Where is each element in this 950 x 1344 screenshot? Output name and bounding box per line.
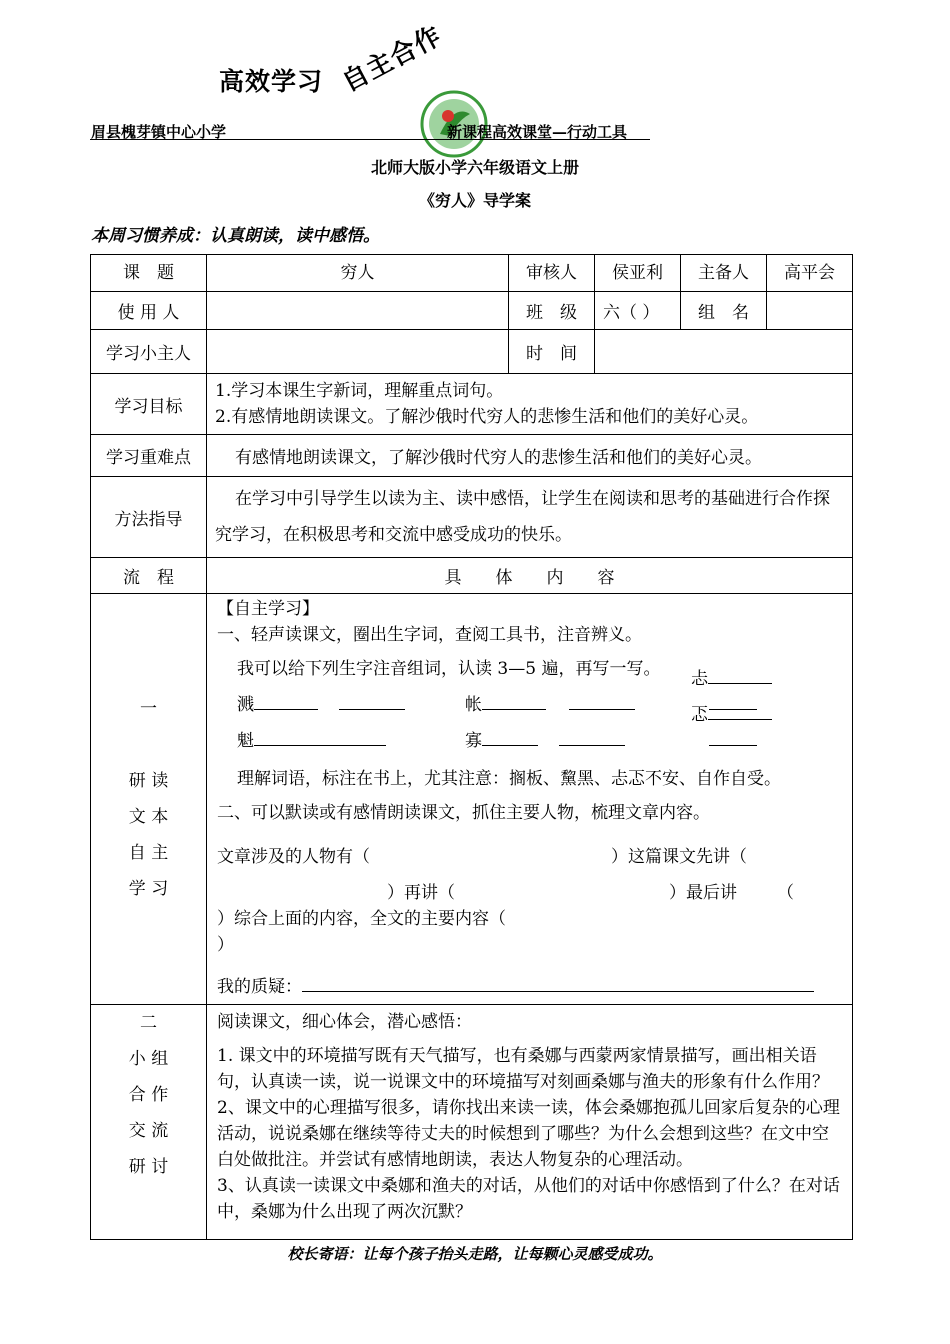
goal-item: 2.有感情地朗读课文。了解沙俄时代穷人的悲惨生活和他们的美好心灵。 (215, 407, 759, 427)
section2-label (91, 1005, 207, 1240)
section2-q3: 3、认真读一读课文中桑娜和渔夫的对话，从他们的对话中你感悟到了什么？在对话中，桑娜为什么出现了两次沉默？ (217, 1176, 840, 1222)
section1-q2: 二、可以默读或有感情朗读课文，抓住主要人物，梳理文章内容。 (217, 803, 710, 823)
goals-content (207, 374, 853, 435)
char-item: 忐 (690, 669, 708, 689)
pinyin-blank[interactable] (708, 705, 772, 720)
method-label: 方法指导 (91, 477, 207, 558)
section1-label (91, 594, 207, 1005)
section2-num: 二 (140, 1013, 157, 1033)
section1-content (207, 594, 853, 1005)
focus-label: 学习重难点 (91, 435, 207, 477)
topic-label: 课 题 (91, 255, 207, 292)
last-label: ）最后讲 (669, 883, 737, 903)
char-item: 帐 (464, 695, 482, 715)
header-tool: 新课程高效课堂—行动工具 (447, 123, 628, 141)
characters-label: 文章涉及的人物有（ (217, 847, 370, 867)
leader-value[interactable] (207, 330, 509, 374)
paren-open: （ (777, 883, 794, 903)
char-item: 魁 (237, 731, 254, 751)
doubt-line (217, 974, 842, 1000)
char-item: 忑 (690, 705, 708, 725)
pinyin-blank[interactable] (708, 669, 772, 684)
section2-label-line: 小 组 (128, 1049, 169, 1069)
sequence-line (217, 880, 842, 906)
method-text: 在学习中引导学生以读为主、读中感悟，让学生在阅读和思考的基础进行合作探究学习，在积极思考和交流中感受成功的快乐。 (207, 477, 853, 558)
char-item: 寡 (464, 731, 482, 751)
goals-label: 学习目标 (91, 374, 207, 435)
section1-label-line: 学 习 (128, 879, 169, 899)
pinyin-blank[interactable] (482, 695, 546, 710)
school-name: 眉县槐芽镇中心小学 (91, 123, 227, 141)
pinyin-blank[interactable] (254, 731, 386, 746)
focus-text: 有感情地朗读课文，了解沙俄时代穷人的悲惨生活和他们的美好心灵。 (207, 435, 853, 477)
section2-content (207, 1005, 853, 1240)
section1-label-line: 文 本 (128, 807, 169, 827)
section2-label-line: 研 讨 (128, 1157, 169, 1177)
doubt-label: 我的质疑： (217, 977, 302, 997)
goal-item: 1.学习本课生字新词，理解重点词句。 (215, 381, 504, 401)
reviewer-label: 审核人 (509, 255, 595, 292)
topic-value: 穷人 (207, 255, 509, 292)
section1-tag: 【自主学习】 (217, 599, 319, 619)
class-label: 班 级 (509, 292, 595, 330)
then-label: ）再讲（ (387, 883, 455, 903)
principal-message: 校长寄语：让每个孩子抬头走路，让每颗心灵感受成功。 (287, 1245, 663, 1263)
lesson-plan-table (90, 254, 853, 1240)
author-value: 高平会 (767, 255, 853, 292)
section1-q1: 一、轻声读课文，圈出生字词，查阅工具书，注音辨义。 (217, 625, 642, 645)
section1-label-line: 自 主 (128, 843, 169, 863)
time-value[interactable] (595, 330, 853, 374)
class-value[interactable]: 六（ ） (595, 292, 681, 330)
section1-num: 一 (140, 699, 157, 719)
characters-line (217, 844, 842, 870)
word-blank[interactable] (709, 731, 757, 746)
group-value[interactable] (767, 292, 853, 330)
reviewer-value: 侯亚利 (595, 255, 681, 292)
group-label: 组 名 (681, 292, 767, 330)
summary-close: ） (217, 935, 234, 955)
section2-q1: 1. 课文中的环境描写既有天气描写，也有桑娜与西蒙两家情景描写，画出相关语句，认真读一读，说一说课文中的环境描写对刻画桑娜与渔夫的形象有什么作用？ (217, 1046, 829, 1092)
user-label: 使 用 人 (91, 292, 207, 330)
leader-label: 学习小主人 (91, 330, 207, 374)
content-label: 具 体 内 容 (207, 558, 853, 594)
section1-q1b: 我可以给下列生字注音组词，认读 3—5 遍，再写一写。 (237, 659, 661, 679)
section2-q2: 2、课文中的心理描写很多，请你找出来读一读，体会桑娜抱孤儿回家后复杂的心理活动，说说桑娜在继续等待丈夫的时候想到了哪些？为什么会想到这些？在文中空白处做批注。并尝试有感情地朗读，表达人物复杂的心理活动。 (217, 1098, 840, 1170)
word-blank[interactable] (569, 695, 635, 710)
section2-label-line: 交 流 (128, 1121, 169, 1141)
flow-label: 流 程 (91, 558, 207, 594)
habit-line: 本周习惯养成：认真朗读，读中感悟。 (91, 226, 380, 246)
section1-vocab: 理解词语，标注在书上，尤其注意：搁板、黧黑、忐忑不安、自作自受。 (237, 769, 781, 789)
summary-label: ）综合上面的内容，全文的主要内容（ (217, 909, 506, 929)
section2-label-line: 合 作 (128, 1085, 169, 1105)
pinyin-blank[interactable] (254, 695, 318, 710)
header-title: 高效学习 (219, 67, 324, 96)
header-stamp: 自主合作 (337, 20, 447, 99)
header-rule (90, 139, 650, 140)
author-label: 主备人 (681, 255, 767, 292)
section1-label-line: 研 读 (128, 771, 169, 791)
pinyin-blank[interactable] (482, 731, 538, 746)
char-item: 溅 (237, 695, 254, 715)
doubt-blank[interactable] (302, 977, 814, 992)
document-subtitle: 北师大版小学六年级语文上册 (370, 158, 579, 177)
word-blank[interactable] (339, 695, 405, 710)
first-label: ）这篇课文先讲（ (611, 847, 747, 867)
word-blank[interactable] (559, 731, 625, 746)
user-value[interactable] (207, 292, 509, 330)
char-row (217, 705, 842, 754)
section2-intro: 阅读课文，细心体会，潜心感悟： (217, 1012, 472, 1032)
lesson-title: 《穷人》导学案 (418, 191, 531, 210)
time-label: 时 间 (509, 330, 595, 374)
